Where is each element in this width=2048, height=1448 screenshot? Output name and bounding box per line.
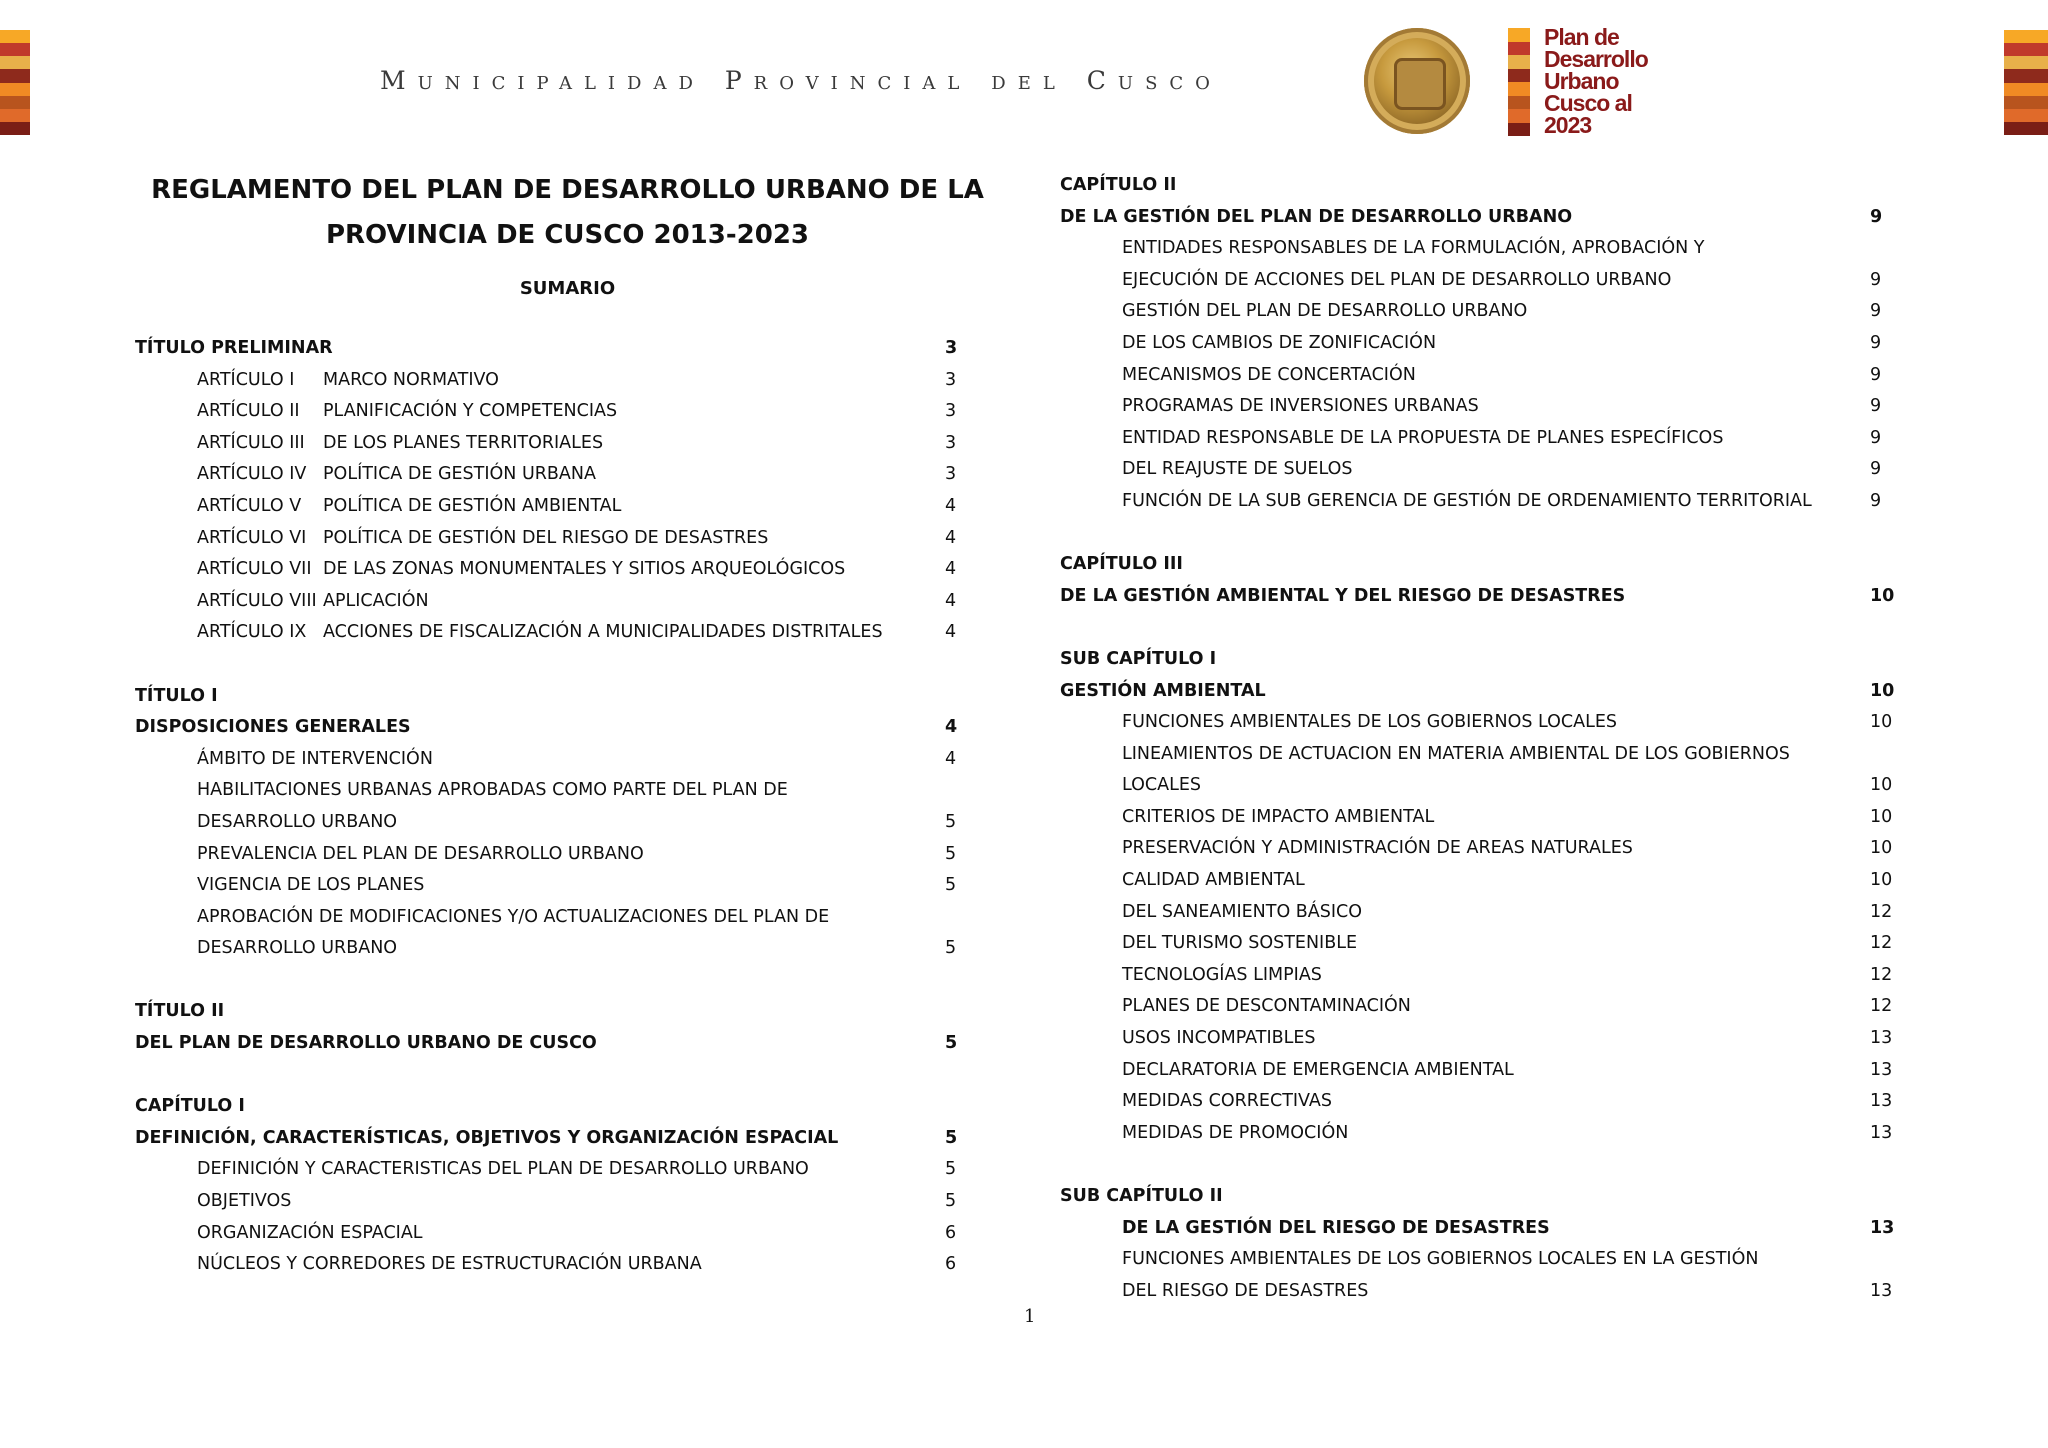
toc-article-title: POLÍTICA DE GESTIÓN URBANA	[323, 464, 596, 485]
toc-entry	[1060, 360, 1905, 392]
toc-page-number: 5	[945, 1191, 957, 1212]
toc-entry-text: DEL PLAN DE DESARROLLO URBANO DE CUSCO	[135, 1033, 597, 1054]
inca-sun-emblem-icon	[1364, 28, 1470, 134]
toc-article-number: ARTÍCULO II	[197, 401, 300, 422]
toc-entry-text: GESTIÓN AMBIENTAL	[1060, 680, 1266, 701]
toc-entry-text	[197, 617, 883, 649]
toc-entry	[1060, 1244, 1905, 1276]
toc-entry-text: ENTIDAD RESPONSABLE DE LA PROPUESTA DE PLANES ESPECÍFICOS	[1122, 427, 1724, 448]
toc-entry	[1060, 549, 1905, 581]
toc-entry-text	[197, 491, 621, 523]
toc-entry-text: CALIDAD AMBIENTAL	[1122, 870, 1305, 891]
toc-entry	[1060, 707, 1905, 739]
toc-spacer	[135, 965, 960, 997]
toc-entry	[1060, 833, 1905, 865]
toc-page-number: 10	[1870, 712, 1893, 733]
toc-entry-text: TÍTULO PRELIMINAR	[135, 338, 333, 358]
toc-article-number: ARTÍCULO IX	[197, 622, 307, 643]
toc-page-number: 6	[945, 1222, 957, 1243]
toc-entry	[1060, 865, 1905, 897]
toc-entry-text: MECANISMOS DE CONCERTACIÓN	[1122, 364, 1416, 385]
toc-entry-text: MEDIDAS DE PROMOCIÓN	[1122, 1122, 1349, 1143]
toc-entry	[135, 870, 960, 902]
toc-page-number: 9	[1870, 301, 1882, 322]
toc-page-number: 4	[945, 559, 957, 580]
toc-entry-text: CRITERIOS DE IMPACTO AMBIENTAL	[1122, 806, 1435, 827]
toc-entry-text: FUNCIONES AMBIENTALES DE LOS GOBIERNOS LOCALES EN LA GESTIÓN	[1122, 1249, 1759, 1270]
toc-entry-text: DEFINICIÓN Y CARACTERISTICAS DEL PLAN DE DESARROLLO URBANO	[197, 1159, 809, 1180]
logo-stripes	[1508, 28, 1530, 136]
toc-entry	[135, 1186, 960, 1218]
toc-entry	[135, 807, 960, 839]
toc-entry-text	[197, 365, 499, 397]
toc-page-number: 9	[1870, 332, 1882, 353]
toc-entry-text: DEL REAJUSTE DE SUELOS	[1122, 459, 1353, 480]
toc-page-number: 5	[945, 1033, 958, 1054]
toc-page-number: 5	[945, 843, 957, 864]
toc-entry	[135, 1091, 960, 1123]
toc-entry	[135, 554, 960, 586]
toc-entry-text	[197, 428, 603, 460]
toc-entry	[1060, 928, 1905, 960]
toc-article-title: MARCO NORMATIVO	[323, 369, 499, 390]
toc-page-number: 3	[945, 338, 958, 358]
toc-entry-text: DEL SANEAMIENTO BÁSICO	[1122, 901, 1363, 922]
toc-entry-text: DE LA GESTIÓN DEL RIESGO DE DESASTRES	[1122, 1217, 1550, 1238]
toc-entry	[1060, 423, 1905, 455]
toc-entry	[1060, 770, 1905, 802]
toc-page-number: 3	[945, 432, 957, 453]
toc-entry	[135, 459, 960, 491]
toc-page-number: 10	[1870, 775, 1893, 796]
toc-entry-text: DE LA GESTIÓN DEL PLAN DE DESARROLLO URBANO	[1060, 206, 1573, 227]
toc-entry-text: CAPÍTULO III	[1060, 554, 1183, 575]
toc-entry	[135, 396, 960, 428]
toc-page-number: 5	[945, 875, 957, 896]
toc-entry	[135, 1123, 960, 1155]
toc-entry-text: PREVALENCIA DEL PLAN DE DESARROLLO URBANO	[197, 843, 644, 864]
toc-entry-text: CAPÍTULO I	[135, 1096, 245, 1117]
toc-entry	[135, 1154, 960, 1186]
toc-entry-text: PROGRAMAS DE INVERSIONES URBANAS	[1122, 396, 1479, 417]
toc-entry-text: DEFINICIÓN, CARACTERÍSTICAS, OBJETIVOS Y ORGANIZACIÓN ESPACIAL	[135, 1127, 839, 1148]
toc-entry	[135, 333, 960, 365]
toc-page-number: 3	[945, 369, 957, 390]
page-number: 1	[1024, 1306, 1036, 1327]
toc-spacer	[135, 649, 960, 681]
toc-page-number: 4	[945, 748, 957, 769]
toc-entry	[135, 1028, 960, 1060]
toc-page-number: 4	[945, 622, 957, 643]
toc-entry	[135, 523, 960, 555]
toc-entry-text: SUB CAPÍTULO I	[1060, 648, 1217, 669]
toc-entry	[135, 428, 960, 460]
toc-page-number: 12	[1870, 996, 1893, 1017]
toc-page-number: 12	[1870, 933, 1893, 954]
toc-entry-text	[197, 554, 845, 586]
toc-page-number: 3	[945, 464, 957, 485]
toc-entry-text: SUB CAPÍTULO II	[1060, 1186, 1223, 1206]
toc-entry	[135, 586, 960, 618]
toc-entry-text: DECLARATORIA DE EMERGENCIA AMBIENTAL	[1122, 1059, 1514, 1080]
toc-article-number: ARTÍCULO IV	[197, 464, 307, 485]
toc-entry-text: TÍTULO I	[135, 685, 218, 706]
toc-entry-text: USOS INCOMPATIBLES	[1122, 1028, 1316, 1049]
toc-entry	[1060, 265, 1905, 297]
toc-entry-text: ENTIDADES RESPONSABLES DE LA FORMULACIÓN, APROBACIÓN Y	[1122, 238, 1705, 259]
logo-text: Plan de Desarrollo Urbano Cusco al 2023	[1544, 24, 1648, 138]
toc-page-number: 13	[1870, 1217, 1895, 1238]
toc-page-number: 4	[945, 527, 957, 548]
toc-entry-text: DEL RIESGO DE DESASTRES	[1122, 1280, 1369, 1301]
toc-page-number: 12	[1870, 964, 1893, 985]
toc-article-title: PLANIFICACIÓN Y COMPETENCIAS	[323, 401, 618, 422]
toc-article-number: ARTÍCULO V	[197, 495, 302, 516]
toc-entry	[135, 744, 960, 776]
toc-page-number: 9	[1870, 396, 1882, 417]
toc-article-title: ACCIONES DE FISCALIZACIÓN A MUNICIPALIDADES DISTRITALES	[323, 622, 883, 643]
toc-entry-text: DESARROLLO URBANO	[197, 811, 398, 832]
toc-entry	[135, 617, 960, 649]
toc-page-number: 5	[945, 1127, 958, 1148]
toc-page-number: 10	[1870, 870, 1893, 891]
toc-page-number: 12	[1870, 901, 1893, 922]
toc-entry	[1060, 454, 1905, 486]
toc-entry	[135, 491, 960, 523]
toc-entry-text: EJECUCIÓN DE ACCIONES DEL PLAN DE DESARROLLO URBANO	[1122, 269, 1672, 290]
toc-entry-text: MEDIDAS CORRECTIVAS	[1122, 1091, 1332, 1112]
toc-entry	[1060, 991, 1905, 1023]
toc-page-number: 4	[945, 717, 958, 738]
sumario-heading: SUMARIO	[519, 278, 616, 299]
toc-page-number: 9	[1870, 364, 1882, 385]
toc-entry-text	[197, 586, 429, 618]
toc-entry	[1060, 391, 1905, 423]
toc-entry	[135, 681, 960, 713]
toc-entry	[135, 1249, 960, 1281]
toc-page-number: 9	[1870, 427, 1882, 448]
toc-entry-text: TÍTULO II	[135, 1001, 225, 1022]
left-decorative-stripes	[0, 30, 30, 135]
toc-article-number: ARTÍCULO I	[197, 369, 295, 390]
toc-article-title: DE LAS ZONAS MONUMENTALES Y SITIOS ARQUEOLÓGICOS	[323, 559, 846, 580]
toc-entry-text: ORGANIZACIÓN ESPACIAL	[197, 1222, 423, 1243]
toc-entry	[1060, 581, 1905, 613]
toc-spacer	[135, 1060, 960, 1092]
toc-entry-text: DEL TURISMO SOSTENIBLE	[1122, 933, 1358, 954]
toc-entry	[1060, 328, 1905, 360]
toc-entry	[1060, 296, 1905, 328]
toc-entry-text: PRESERVACIÓN Y ADMINISTRACIÓN DE AREAS NATURALES	[1122, 838, 1633, 859]
toc-entry-text: PLANES DE DESCONTAMINACIÓN	[1122, 996, 1411, 1017]
toc-article-title: POLÍTICA DE GESTIÓN DEL RIESGO DE DESASTRES	[323, 527, 769, 548]
toc-entry	[135, 1218, 960, 1250]
toc-entry	[135, 712, 960, 744]
toc-entry	[1060, 1118, 1905, 1150]
toc-spacer	[1060, 1149, 1905, 1181]
toc-page-number: 6	[945, 1254, 957, 1275]
toc-page-number: 5	[945, 811, 957, 832]
toc-entry-text: LINEAMIENTOS DE ACTUACION EN MATERIA AMBIENTAL DE LOS GOBIERNOS	[1122, 743, 1790, 764]
toc-entry	[1060, 802, 1905, 834]
right-decorative-stripes	[2004, 30, 2048, 135]
toc-entry-text: OBJETIVOS	[197, 1191, 292, 1212]
toc-entry	[135, 365, 960, 397]
toc-entry-text: DESARROLLO URBANO	[197, 938, 398, 959]
toc-entry	[1060, 233, 1905, 265]
toc-entry	[135, 775, 960, 807]
toc-entry-text	[197, 396, 617, 428]
toc-entry-text	[197, 523, 768, 555]
toc-page-number: 5	[945, 1159, 957, 1180]
toc-page-number: 9	[1870, 490, 1882, 511]
toc-spacer	[1060, 612, 1905, 644]
toc-entry-text: VIGENCIA DE LOS PLANES	[197, 875, 425, 896]
toc-entry	[1060, 1276, 1905, 1308]
toc-article-title: POLÍTICA DE GESTIÓN AMBIENTAL	[323, 495, 622, 516]
plan-desarrollo-logo	[1508, 24, 1668, 140]
toc-entry	[1060, 1181, 1905, 1213]
toc-entry	[1060, 676, 1905, 708]
toc-spacer	[1060, 518, 1905, 550]
toc-entry-text: FUNCIÓN DE LA SUB GERENCIA DE GESTIÓN DE ORDENAMIENTO TERRITORIAL	[1122, 490, 1812, 511]
toc-entry	[1060, 897, 1905, 929]
toc-page-number: 5	[945, 938, 957, 959]
toc-entry-text: DISPOSICIONES GENERALES	[135, 717, 411, 738]
toc-page-number: 10	[1870, 680, 1895, 701]
toc-entry	[1060, 1055, 1905, 1087]
header-municipality-title: Municipalidad Provincial del Cusco	[380, 66, 1222, 95]
toc-entry	[135, 902, 960, 934]
toc-page-number: 13	[1870, 1059, 1893, 1080]
toc-page-number: 9	[1870, 269, 1882, 290]
toc-entry	[1060, 739, 1905, 771]
toc-page-number: 4	[945, 495, 957, 516]
toc-entry	[1060, 486, 1905, 518]
toc-entry	[1060, 644, 1905, 676]
toc-page-number: 3	[945, 401, 957, 422]
toc-entry-text: FUNCIONES AMBIENTALES DE LOS GOBIERNOS LOCALES	[1122, 712, 1618, 733]
toc-entry-text	[197, 459, 596, 491]
toc-entry-text: ÁMBITO DE INTERVENCIÓN	[197, 748, 433, 769]
toc-article-number: ARTÍCULO VI	[197, 527, 307, 548]
toc-right-column	[1060, 170, 1905, 1307]
toc-page-number: 9	[1870, 459, 1882, 480]
toc-page-number: 13	[1870, 1122, 1893, 1143]
toc-article-number: ARTÍCULO VII	[197, 559, 312, 580]
toc-entry	[1060, 960, 1905, 992]
toc-entry	[1060, 1023, 1905, 1055]
toc-page-number: 4	[945, 590, 957, 611]
toc-article-number: ARTÍCULO VIII	[197, 590, 317, 611]
toc-entry-text: CAPÍTULO II	[1060, 175, 1177, 195]
toc-page-number: 13	[1870, 1280, 1893, 1301]
toc-entry-text: LOCALES	[1122, 775, 1202, 796]
toc-entry-text: NÚCLEOS Y CORREDORES DE ESTRUCTURACIÓN URBANA	[197, 1254, 702, 1275]
toc-entry	[1060, 202, 1905, 234]
toc-entry	[1060, 1213, 1905, 1245]
toc-entry	[135, 996, 960, 1028]
toc-page-number: 9	[1870, 206, 1883, 227]
toc-entry	[135, 933, 960, 965]
toc-article-title: APLICACIÓN	[323, 590, 429, 611]
toc-left-column	[135, 333, 960, 1281]
toc-entry-text: DE LOS CAMBIOS DE ZONIFICACIÓN	[1122, 332, 1437, 353]
toc-entry-text: TECNOLOGÍAS LIMPIAS	[1122, 964, 1322, 985]
toc-entry-text: GESTIÓN DEL PLAN DE DESARROLLO URBANO	[1122, 301, 1528, 322]
toc-article-title: DE LOS PLANES TERRITORIALES	[323, 432, 604, 453]
toc-page-number: 10	[1870, 838, 1893, 859]
toc-entry	[1060, 170, 1905, 202]
toc-page-number: 10	[1870, 585, 1895, 606]
toc-entry-text: DE LA GESTIÓN AMBIENTAL Y DEL RIESGO DE DESASTRES	[1060, 585, 1626, 606]
toc-page-number: 13	[1870, 1028, 1893, 1049]
toc-entry-text: APROBACIÓN DE MODIFICACIONES Y/O ACTUALIZACIONES DEL PLAN DE	[197, 906, 830, 927]
toc-entry	[1060, 1086, 1905, 1118]
toc-article-number: ARTÍCULO III	[197, 432, 305, 453]
toc-page-number: 13	[1870, 1091, 1893, 1112]
toc-entry	[135, 839, 960, 871]
toc-page-number: 10	[1870, 806, 1893, 827]
toc-entry-text: HABILITACIONES URBANAS APROBADAS COMO PARTE DEL PLAN DE	[197, 780, 788, 801]
document-title: REGLAMENTO DEL PLAN DE DESARROLLO URBANO DE LA PROVINCIA DE CUSCO 2013-2023	[151, 175, 984, 250]
